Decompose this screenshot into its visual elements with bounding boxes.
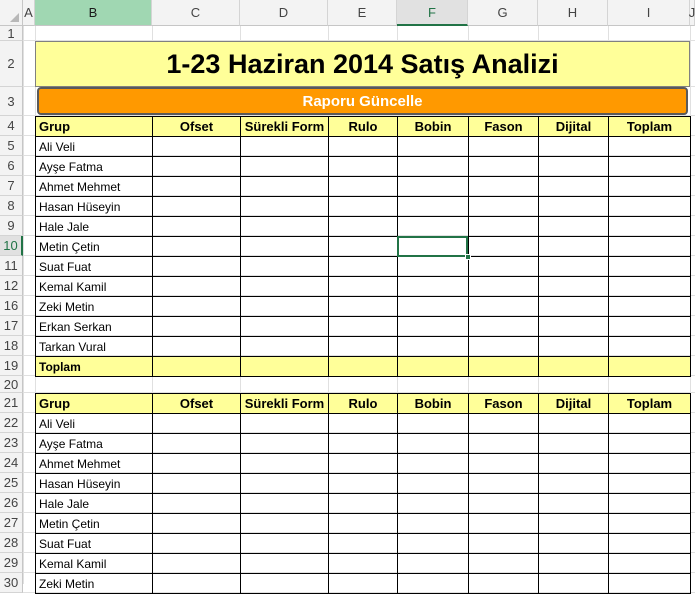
total-row: [36, 357, 691, 377]
value-cell[interactable]: [398, 534, 469, 554]
value-cell[interactable]: [469, 277, 539, 297]
value-cell[interactable]: [398, 494, 469, 514]
value-cell[interactable]: [329, 197, 398, 217]
table-row: [36, 317, 691, 337]
value-cell[interactable]: [153, 337, 241, 357]
column-title[interactable]: Bobin: [398, 394, 469, 414]
person-name-cell[interactable]: Hasan Hüseyin: [36, 197, 153, 217]
table-header-row: [36, 394, 691, 414]
value-cell[interactable]: [469, 157, 539, 177]
value-cell[interactable]: [153, 137, 241, 157]
row-header-3[interactable]: 3: [0, 87, 23, 116]
row-header-12[interactable]: 12: [0, 276, 23, 296]
column-header-b[interactable]: B: [35, 0, 152, 26]
value-cell[interactable]: [539, 494, 609, 514]
person-name-cell[interactable]: Kemal Kamil: [36, 277, 153, 297]
value-cell[interactable]: [609, 297, 691, 317]
value-cell[interactable]: [539, 237, 609, 257]
value-cell[interactable]: [539, 257, 609, 277]
value-cell[interactable]: [153, 534, 241, 554]
value-cell[interactable]: [609, 317, 691, 337]
table-row: [36, 257, 691, 277]
value-cell[interactable]: [398, 514, 469, 534]
row-header-9[interactable]: 9: [0, 216, 23, 236]
value-cell[interactable]: [469, 514, 539, 534]
value-cell[interactable]: [153, 237, 241, 257]
value-cell[interactable]: [153, 177, 241, 197]
table-row: [36, 434, 691, 454]
value-cell[interactable]: [241, 337, 329, 357]
person-name-cell[interactable]: Metin Çetin: [36, 514, 153, 534]
value-cell[interactable]: [241, 514, 329, 534]
row-header-24[interactable]: 24: [0, 453, 23, 473]
value-cell[interactable]: [469, 554, 539, 574]
value-cell[interactable]: [329, 317, 398, 337]
value-cell[interactable]: [539, 157, 609, 177]
value-cell[interactable]: [398, 197, 469, 217]
value-cell[interactable]: [539, 554, 609, 574]
value-cell[interactable]: [539, 414, 609, 434]
person-name-cell[interactable]: Ayşe Fatma: [36, 157, 153, 177]
row-header-7[interactable]: 7: [0, 176, 23, 196]
value-cell[interactable]: [398, 297, 469, 317]
table-row: [36, 414, 691, 434]
value-cell[interactable]: [539, 534, 609, 554]
value-cell[interactable]: [609, 177, 691, 197]
column-title[interactable]: Ofset: [153, 117, 241, 137]
value-cell[interactable]: [398, 474, 469, 494]
person-name-cell[interactable]: Metin Çetin: [36, 237, 153, 257]
select-all-corner[interactable]: [0, 0, 23, 26]
value-cell[interactable]: [469, 137, 539, 157]
select-all-icon: [10, 13, 19, 22]
column-title[interactable]: Bobin: [398, 117, 469, 137]
row-header-30[interactable]: 30: [0, 573, 23, 593]
person-name-cell[interactable]: Kemal Kamil: [36, 554, 153, 574]
value-cell[interactable]: [153, 217, 241, 237]
value-cell[interactable]: [329, 177, 398, 197]
row-header-25[interactable]: 25: [0, 473, 23, 493]
value-cell[interactable]: [398, 217, 469, 237]
column-header-e[interactable]: E: [328, 0, 397, 26]
column-header-c[interactable]: C: [152, 0, 240, 26]
table-row: [36, 454, 691, 474]
row-header-16[interactable]: 16: [0, 296, 23, 316]
column-header-i[interactable]: I: [608, 0, 690, 26]
value-cell[interactable]: [153, 514, 241, 534]
row-header-6[interactable]: 6: [0, 156, 23, 176]
value-cell[interactable]: [241, 317, 329, 337]
total-value-cell[interactable]: [398, 357, 469, 377]
fill-handle[interactable]: [465, 254, 471, 260]
active-cell-selection[interactable]: [397, 236, 468, 257]
table-row: [36, 157, 691, 177]
person-name-cell[interactable]: Erkan Serkan: [36, 317, 153, 337]
row-header-11[interactable]: 11: [0, 256, 23, 276]
value-cell[interactable]: [329, 514, 398, 534]
value-cell[interactable]: [398, 434, 469, 454]
value-cell[interactable]: [329, 157, 398, 177]
row-header-8[interactable]: 8: [0, 196, 23, 216]
row-header-1[interactable]: 1: [0, 26, 23, 41]
total-value-cell[interactable]: [469, 357, 539, 377]
total-label-cell[interactable]: Toplam: [36, 357, 153, 377]
value-cell[interactable]: [398, 137, 469, 157]
value-cell[interactable]: [469, 177, 539, 197]
value-cell[interactable]: [398, 157, 469, 177]
column-header-f[interactable]: F: [397, 0, 468, 26]
column-title[interactable]: Ofset: [153, 394, 241, 414]
column-title[interactable]: Rulo: [329, 117, 398, 137]
value-cell[interactable]: [329, 434, 398, 454]
value-cell[interactable]: [609, 454, 691, 474]
value-cell[interactable]: [398, 177, 469, 197]
update-report-button[interactable]: Raporu Güncelle: [37, 87, 688, 115]
person-name-cell[interactable]: Hasan Hüseyin: [36, 474, 153, 494]
value-cell[interactable]: [329, 257, 398, 277]
value-cell[interactable]: [469, 434, 539, 454]
value-cell[interactable]: [609, 494, 691, 514]
table-header-row: [36, 117, 691, 137]
value-cell[interactable]: [241, 297, 329, 317]
row-header-18[interactable]: 18: [0, 336, 23, 356]
value-cell[interactable]: [329, 217, 398, 237]
value-cell[interactable]: [469, 217, 539, 237]
column-title[interactable]: Fason: [469, 394, 539, 414]
value-cell[interactable]: [241, 237, 329, 257]
value-cell[interactable]: [153, 434, 241, 454]
column-header-g[interactable]: G: [468, 0, 538, 26]
value-cell[interactable]: [241, 434, 329, 454]
value-cell[interactable]: [609, 217, 691, 237]
value-cell[interactable]: [153, 157, 241, 177]
person-name-cell[interactable]: Ali Veli: [36, 137, 153, 157]
value-cell[interactable]: [469, 454, 539, 474]
table-row: [36, 554, 691, 574]
value-cell[interactable]: [241, 277, 329, 297]
value-cell[interactable]: [539, 137, 609, 157]
value-cell[interactable]: [539, 317, 609, 337]
value-cell[interactable]: [469, 297, 539, 317]
value-cell[interactable]: [241, 474, 329, 494]
value-cell[interactable]: [153, 474, 241, 494]
gridline-vertical: [23, 26, 24, 584]
value-cell[interactable]: [469, 534, 539, 554]
column-title[interactable]: Dijital: [539, 117, 609, 137]
person-name-cell[interactable]: Hale Jale: [36, 217, 153, 237]
column-title[interactable]: Grup: [36, 117, 153, 137]
value-cell[interactable]: [398, 317, 469, 337]
value-cell[interactable]: [469, 494, 539, 514]
row-header-2[interactable]: 2: [0, 41, 23, 87]
table-row: [36, 197, 691, 217]
value-cell[interactable]: [398, 414, 469, 434]
row-header-27[interactable]: 27: [0, 513, 23, 533]
column-title[interactable]: Toplam: [609, 117, 691, 137]
column-header-d[interactable]: D: [240, 0, 328, 26]
row-header-26[interactable]: 26: [0, 493, 23, 513]
value-cell[interactable]: [241, 177, 329, 197]
value-cell[interactable]: [329, 554, 398, 574]
value-cell[interactable]: [153, 297, 241, 317]
value-cell[interactable]: [329, 237, 398, 257]
person-name-cell[interactable]: Suat Fuat: [36, 534, 153, 554]
value-cell[interactable]: [329, 474, 398, 494]
person-name-cell[interactable]: Tarkan Vural: [36, 337, 153, 357]
person-name-cell[interactable]: Ali Veli: [36, 414, 153, 434]
value-cell[interactable]: [539, 177, 609, 197]
value-cell[interactable]: [469, 337, 539, 357]
table-row: [36, 494, 691, 514]
sales-table-1: [35, 116, 691, 377]
table-row: [36, 177, 691, 197]
value-cell[interactable]: [609, 157, 691, 177]
row-header-10[interactable]: 10: [0, 236, 23, 256]
value-cell[interactable]: [609, 474, 691, 494]
column-header-h[interactable]: H: [538, 0, 608, 26]
person-name-cell[interactable]: Zeki Metin: [36, 574, 153, 594]
row-header-19[interactable]: 19: [0, 356, 23, 376]
value-cell[interactable]: [398, 257, 469, 277]
value-cell[interactable]: [329, 534, 398, 554]
total-value-cell[interactable]: [153, 357, 241, 377]
value-cell[interactable]: [329, 137, 398, 157]
value-cell[interactable]: [609, 514, 691, 534]
person-name-cell[interactable]: Hale Jale: [36, 494, 153, 514]
column-header-a[interactable]: A: [23, 0, 35, 26]
value-cell[interactable]: [609, 337, 691, 357]
value-cell[interactable]: [329, 454, 398, 474]
sales-table-2: [35, 393, 691, 594]
value-cell[interactable]: [609, 434, 691, 454]
value-cell[interactable]: [398, 454, 469, 474]
column-title[interactable]: Rulo: [329, 394, 398, 414]
total-value-cell[interactable]: [609, 357, 691, 377]
value-cell[interactable]: [153, 554, 241, 574]
person-name-cell[interactable]: Suat Fuat: [36, 257, 153, 277]
table-row: [36, 514, 691, 534]
value-cell[interactable]: [539, 277, 609, 297]
value-cell[interactable]: [329, 337, 398, 357]
table-row: [36, 297, 691, 317]
value-cell[interactable]: [469, 317, 539, 337]
column-title[interactable]: Toplam: [609, 394, 691, 414]
value-cell[interactable]: [539, 434, 609, 454]
value-cell[interactable]: [398, 277, 469, 297]
row-header-29[interactable]: 29: [0, 553, 23, 573]
value-cell[interactable]: [609, 257, 691, 277]
value-cell[interactable]: [153, 197, 241, 217]
value-cell[interactable]: [539, 217, 609, 237]
value-cell[interactable]: [609, 237, 691, 257]
total-value-cell[interactable]: [539, 357, 609, 377]
table-row: [36, 217, 691, 237]
column-title[interactable]: Grup: [36, 394, 153, 414]
value-cell[interactable]: [329, 414, 398, 434]
value-cell[interactable]: [469, 257, 539, 277]
value-cell[interactable]: [469, 197, 539, 217]
person-name-cell[interactable]: Ahmet Mehmet: [36, 177, 153, 197]
row-header-5[interactable]: 5: [0, 136, 23, 156]
value-cell[interactable]: [539, 514, 609, 534]
table-row: [36, 474, 691, 494]
column-title[interactable]: Sürekli Form: [241, 394, 329, 414]
row-header-4[interactable]: 4: [0, 116, 23, 136]
value-cell[interactable]: [241, 414, 329, 434]
value-cell[interactable]: [609, 414, 691, 434]
column-title[interactable]: Fason: [469, 117, 539, 137]
column-title[interactable]: Dijital: [539, 394, 609, 414]
value-cell[interactable]: [539, 454, 609, 474]
value-cell[interactable]: [241, 197, 329, 217]
person-name-cell[interactable]: Zeki Metin: [36, 297, 153, 317]
value-cell[interactable]: [609, 534, 691, 554]
person-name-cell[interactable]: Ayşe Fatma: [36, 434, 153, 454]
value-cell[interactable]: [241, 157, 329, 177]
value-cell[interactable]: [241, 534, 329, 554]
table-row: [36, 237, 691, 257]
value-cell[interactable]: [241, 137, 329, 157]
total-value-cell[interactable]: [329, 357, 398, 377]
row-header-28[interactable]: 28: [0, 533, 23, 553]
value-cell[interactable]: [153, 257, 241, 277]
row-header-22[interactable]: 22: [0, 413, 23, 433]
value-cell[interactable]: [329, 494, 398, 514]
row-header-21[interactable]: 21: [0, 393, 23, 413]
table-row: [36, 137, 691, 157]
value-cell[interactable]: [241, 257, 329, 277]
value-cell[interactable]: [609, 277, 691, 297]
column-header-j[interactable]: J: [690, 0, 695, 26]
value-cell[interactable]: [153, 454, 241, 474]
value-cell[interactable]: [539, 474, 609, 494]
value-cell[interactable]: [329, 277, 398, 297]
value-cell[interactable]: [609, 554, 691, 574]
total-value-cell[interactable]: [241, 357, 329, 377]
row-header-20[interactable]: 20: [0, 376, 23, 393]
value-cell[interactable]: [609, 137, 691, 157]
value-cell[interactable]: [469, 414, 539, 434]
value-cell[interactable]: [469, 237, 539, 257]
value-cell[interactable]: [241, 454, 329, 474]
value-cell[interactable]: [539, 297, 609, 317]
value-cell[interactable]: [153, 317, 241, 337]
value-cell[interactable]: [241, 554, 329, 574]
table-row: [36, 534, 691, 554]
value-cell[interactable]: [398, 337, 469, 357]
value-cell[interactable]: [609, 197, 691, 217]
row-header-17[interactable]: 17: [0, 316, 23, 336]
value-cell[interactable]: [539, 337, 609, 357]
value-cell[interactable]: [153, 414, 241, 434]
table-row: [36, 277, 691, 297]
person-name-cell[interactable]: Ahmet Mehmet: [36, 454, 153, 474]
row-header-23[interactable]: 23: [0, 433, 23, 453]
value-cell[interactable]: [241, 217, 329, 237]
value-cell[interactable]: [153, 494, 241, 514]
value-cell[interactable]: [398, 554, 469, 574]
value-cell[interactable]: [153, 277, 241, 297]
value-cell[interactable]: [329, 297, 398, 317]
value-cell[interactable]: [539, 197, 609, 217]
value-cell[interactable]: [469, 474, 539, 494]
value-cell[interactable]: [241, 494, 329, 514]
table-row: [36, 337, 691, 357]
column-title[interactable]: Sürekli Form: [241, 117, 329, 137]
report-title[interactable]: 1-23 Haziran 2014 Satış Analizi: [35, 41, 690, 87]
